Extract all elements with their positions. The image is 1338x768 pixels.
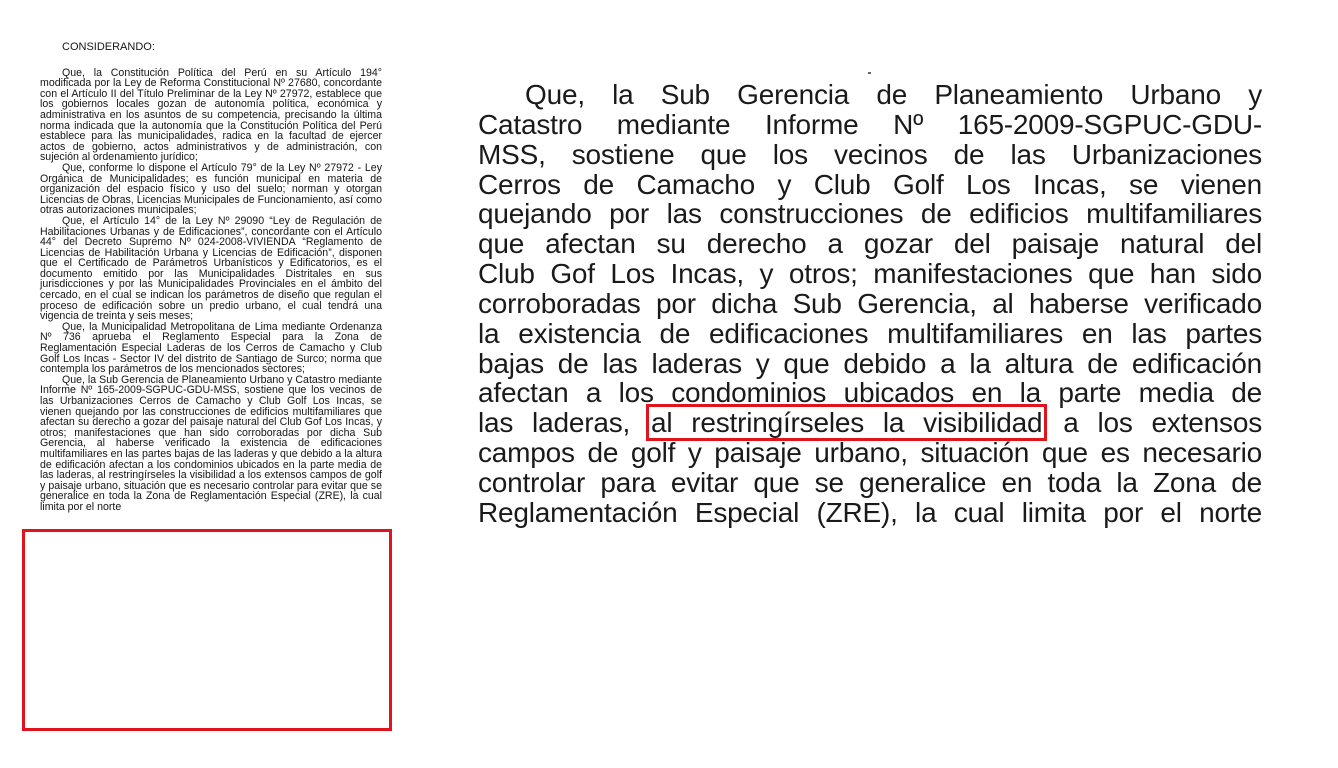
paragraph-2: Que, conforme lo dispone el Artículo 79° de la Ley Nº 27972 - Ley Orgánica de Municipalidades; es función municipal en materia de organización del espacio físico y uso del suelo; norman y otorgan Licencias de Obras, Licencias Municipales de Funcionamiento, así como otras autorizaciones municipales; (40, 161, 382, 217)
boxed-line-before: las laderas, (478, 407, 631, 439)
zoom-line: MSS, sostiene que los vecinos de las Urbanizaciones (478, 138, 1262, 170)
zoom-line: Cerros de Camacho y Club Golf Los Incas, se vienen (478, 168, 1262, 200)
zoom-line: afectan a los condominios ubicados en la parte media de (478, 377, 1262, 409)
zoom-line: bajas de las laderas y que debido a la altura de edificación (478, 347, 1262, 379)
zoom-line: campos de golf y paisaje urbano, situación que es necesario (478, 437, 1262, 469)
zoom-line: que afectan su derecho a gozar del paisaje natural del (478, 228, 1262, 260)
section-heading: CONSIDERANDO: (62, 41, 155, 53)
zoomed-paragraph (478, 80, 1262, 528)
paragraph-highlight-box (22, 529, 392, 731)
zoom-line: Reglamentación Especial (ZRE), la cual limita por el norte (478, 496, 1262, 528)
zoom-line: Catastro mediante Informe Nº 165-2009-SGPUC-GDU- (478, 108, 1262, 140)
paragraph-1: Que, la Constitución Política del Perú en su Artículo 194° modificada por la Ley de Reforma Constitucional Nº 27680, concordante con el Artículo II del Título Preliminar de la Ley Nº 27972, establece que los gobiernos locales gozan de autonomía política, económica y administrativa en los asuntos de su competencia, precisando la última norma indicada que la autonomía que la Constitución Política del Perú establece para las municipalidades, radica en la facultad de ejercer actos de gobierno, actos administrativos y de administración, con sujeción al ordenamiento jurídico; (40, 66, 382, 164)
zoom-line: controlar para evitar que se generalice en toda la Zona de (478, 466, 1262, 498)
scan-speck (868, 72, 871, 74)
boxed-line-after: a los extensos (1063, 407, 1262, 439)
highlighted-phrase: al restringírseles la visibilidad (650, 407, 1043, 439)
paragraph-5-highlighted: Que, la Sub Gerencia de Planeamiento Urbano y Catastro mediante Informe Nº 165-2009-SGPUC-GDU-MSS, sostiene que los vecinos de las Urbanizaciones Cerros de Camacho y Club Golf Los Incas, se vienen quejando por las construcciones de edificios multifamiliares que afectan su derecho a gozar del paisaje natural del Club Gof Los Incas, y otros; manifestaciones que han sido corroboradas por dicha Sub Gerencia, al haberse verificado la existencia de edificaciones multifamiliares en las partes bajas de las laderas y que debido a la altura de edificación afectan a los condominios ubicados en la parte media de las laderas, al restringírseles la visibilidad a los extensos campos de golf y paisaje urbano, situación que es necesario controlar para evitar que se generalice en toda la Zona de Reglamentación Especial (ZRE), la cual limita por el norte (40, 373, 382, 513)
paragraph-4: Que, la Municipalidad Metropolitana de Lima mediante Ordenanza Nº 736 aprueba el Reglamento Especial para la Zona de Reglamentación Especial Laderas de los Cerros de Camacho y Club Golf Los Incas - Sector IV del distrito de Santiago de Surco; norma que contempla los parámetros de los mencionados sectores; (40, 320, 382, 376)
zoom-line: corroboradas por dicha Sub Gerencia, al haberse verificado (478, 287, 1262, 319)
zoom-line: la existencia de edificaciones multifamiliares en las partes (478, 317, 1262, 349)
paragraph-3: Que, el Artículo 14° de la Ley Nº 29090 “Ley de Regulación de Habilitaciones Urbanas y de Edificaciones”, concordante con el Artículo 44° del Decreto Supremo Nº 024-2008-VIVIENDA “Reglamento de Licencias de Habilitación Urbana y Licencias de Edificación”, disponen que el Certificado de Parámetros Urbanísticos y Edificatorios, es el documento emitido por las Municipalidades Distritales en sus jurisdicciones y por las Municipalidades Provinciales en el ámbito del cercado, en el cual se indican los parámetros de diseño que regulan el proceso de edificación sobre un predio urbano, el cual tendrá una vigencia de treinta y seis meses; (40, 214, 382, 323)
zoom-line: Que, la Sub Gerencia de Planeamiento Urbano y (525, 79, 1262, 110)
zoom-line: Club Gof Los Incas, y otros; manifestaciones que han sido (478, 258, 1262, 290)
zoom-line: quejando por las construcciones de edificios multifamiliares (478, 198, 1262, 230)
zoom-line-boxed (478, 408, 1262, 438)
document-column (40, 42, 382, 513)
